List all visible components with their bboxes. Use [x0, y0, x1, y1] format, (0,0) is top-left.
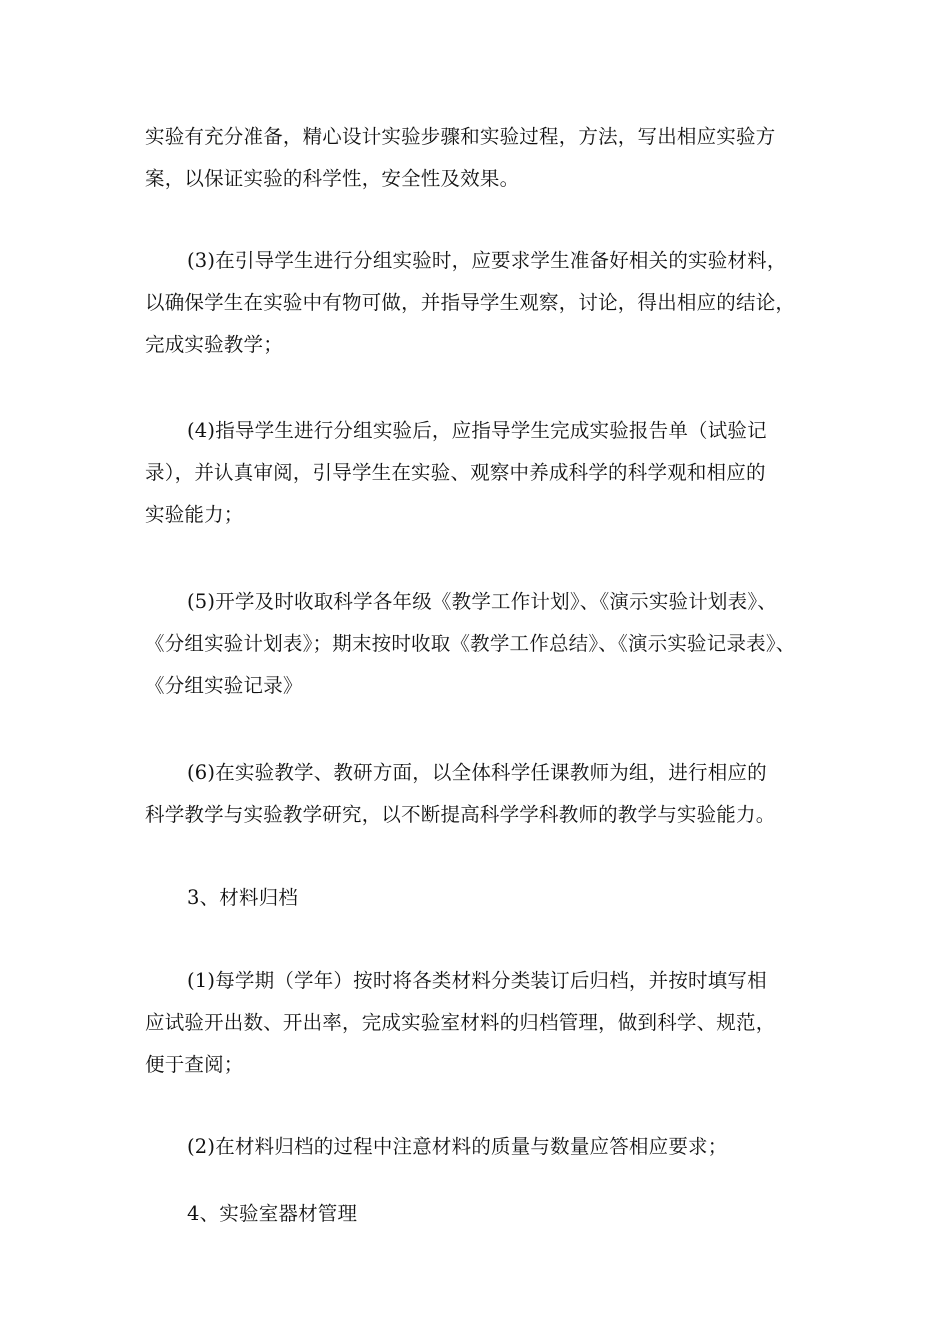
paragraph-item-3	[145, 240, 815, 366]
paragraph-experiment-preparation	[145, 116, 815, 200]
paragraph-item-6	[145, 752, 815, 836]
text-line: (6)在实验教学、教研方面，以全体科学任课教师为组，进行相应的	[187, 761, 767, 784]
section-heading-equipment-management	[145, 1193, 815, 1235]
text-line: (2)在材料归档的过程中注意材料的质量与数量应答相应要求；	[187, 1135, 728, 1158]
section-heading-text: 4、实验室器材管理	[187, 1202, 358, 1225]
paragraph-archiving-item-2	[145, 1126, 815, 1168]
paragraph-archiving-item-1	[145, 960, 815, 1086]
text-line: 科学教学与实验教学研究，以不断提高科学学科教师的教学与实验能力。	[145, 803, 776, 826]
text-line: 以确保学生在实验中有物可做，并指导学生观察，讨论，得出相应的结论，	[145, 291, 796, 314]
text-line: 案，以保证实验的科学性，安全性及效果。	[145, 167, 520, 190]
text-line: 完成实验教学；	[145, 333, 283, 356]
paragraph-item-5	[145, 581, 815, 707]
text-line: 应试验开出数、开出率，完成实验室材料的归档管理，做到科学、规范，	[145, 1011, 776, 1034]
text-line: 录），并认真审阅，引导学生在实验、观察中养成科学的科学观和相应的	[145, 461, 766, 484]
text-line: (1)每学期（学年）按时将各类材料分类装订后归档，并按时填写相	[187, 969, 767, 992]
section-heading-text: 3、材料归档	[187, 886, 299, 909]
text-line: 实验有充分准备，精心设计实验步骤和实验过程，方法，写出相应实验方	[145, 125, 776, 148]
text-line: 便于查阅；	[145, 1053, 244, 1076]
text-line: 《分组实验计划表》；期末按时收取《教学工作总结》、《演示实验记录表》、	[145, 632, 796, 655]
text-line: (4)指导学生进行分组实验后，应指导学生完成实验报告单（试验记	[187, 419, 767, 442]
paragraph-item-4	[145, 410, 815, 536]
text-line: 实验能力；	[145, 503, 244, 526]
text-line: (5)开学及时收取科学各年级《教学工作计划》、《演示实验计划表》、	[187, 590, 777, 613]
text-line: (3)在引导学生进行分组实验时，应要求学生准备好相关的实验材料，	[187, 249, 787, 272]
text-line: 《分组实验记录》	[145, 674, 303, 697]
section-heading-material-archiving	[145, 877, 815, 919]
